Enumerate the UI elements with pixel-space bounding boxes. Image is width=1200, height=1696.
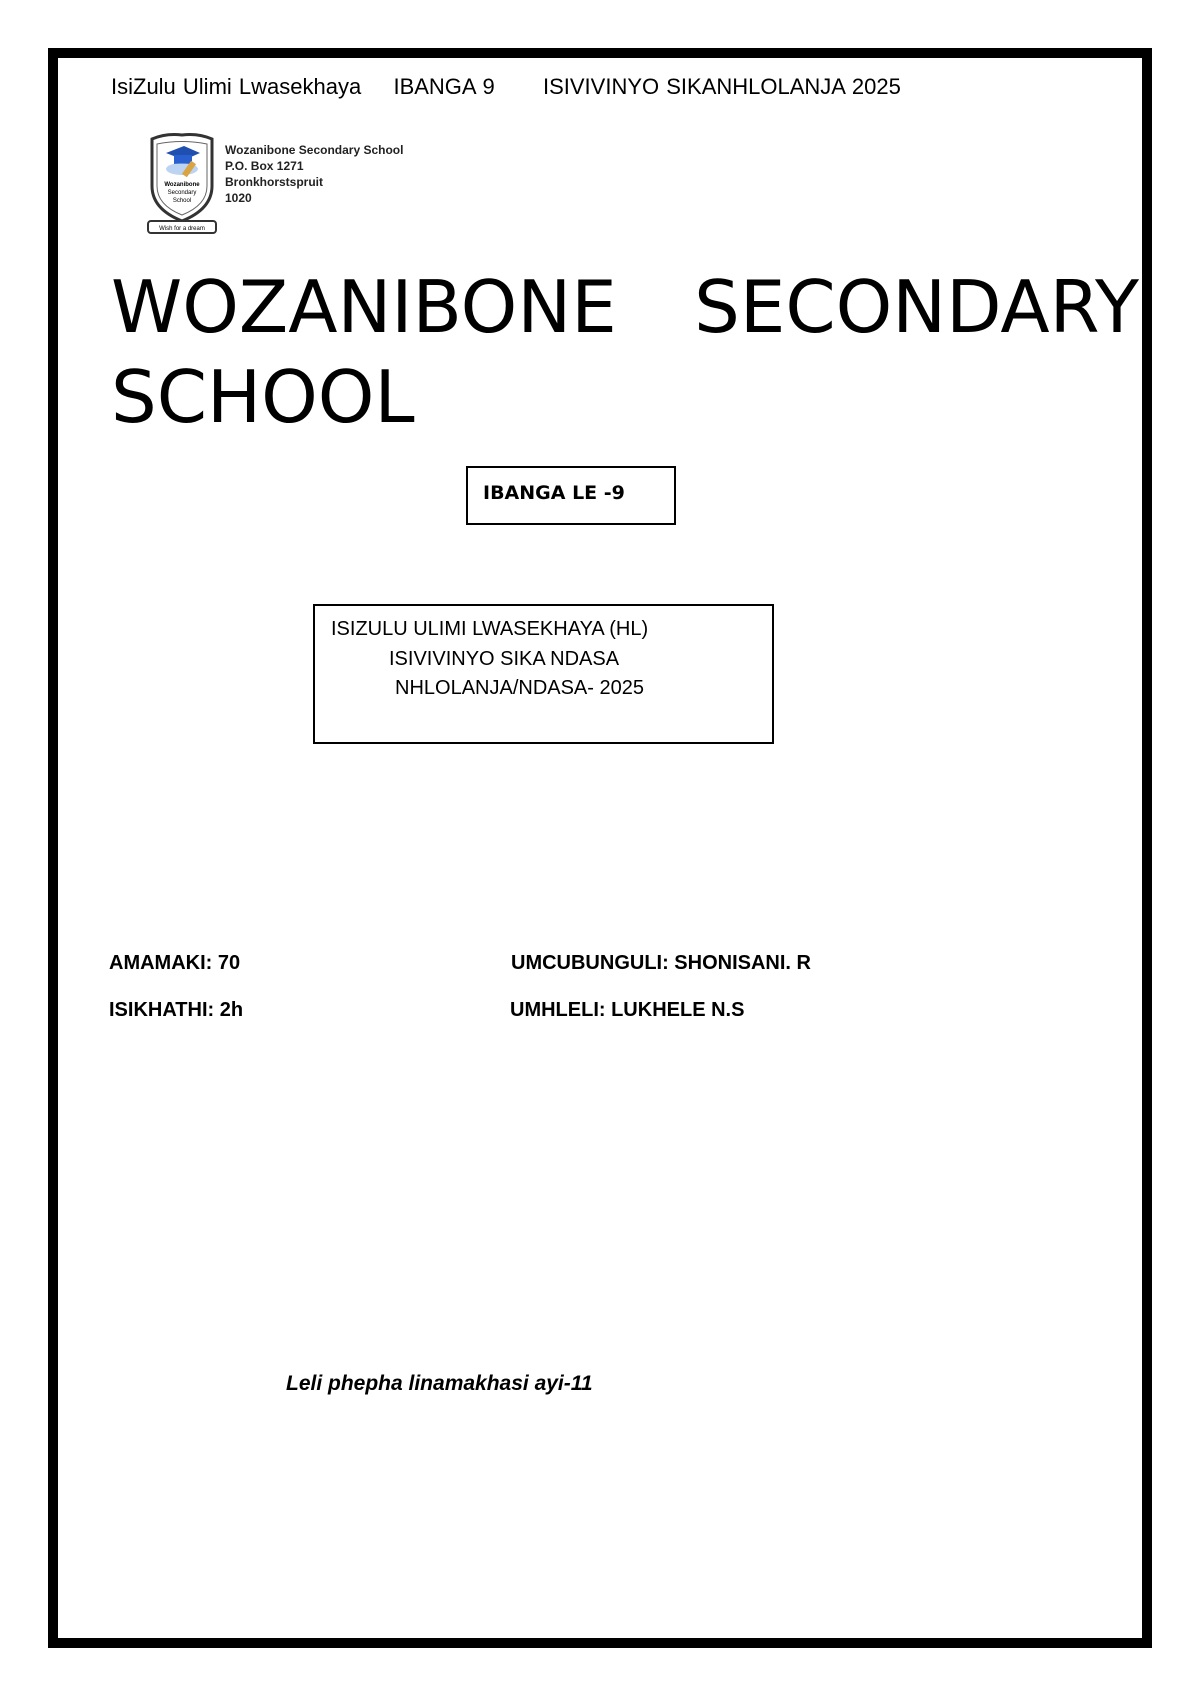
page-count-note: Leli phepha linamakhasi ayi-11 bbox=[286, 1372, 593, 1395]
header-grade: IBANGA 9 bbox=[393, 74, 495, 99]
header-exam: ISIVIVINYO SIKANHLOLANJA 2025 bbox=[542, 74, 901, 99]
header-subject: IsiZulu Ulimi Lwasekhaya bbox=[111, 74, 362, 99]
svg-text:Wozanibone: Wozanibone bbox=[164, 182, 200, 188]
grade-box: IBANGA LE -9 bbox=[466, 466, 676, 525]
svg-text:Wish for a dream: Wish for a dream bbox=[159, 226, 205, 232]
school-crest-logo bbox=[146, 131, 218, 235]
svg-text:School: School bbox=[172, 198, 192, 204]
school-address: Wozanibone Secondary School P.O. Box 1271 Bronkhorstspruit 1020 bbox=[225, 143, 404, 205]
svg-text:Secondary: Secondary bbox=[167, 190, 197, 196]
moderator: UMHLELI: LUKHELE N.S bbox=[510, 999, 745, 1021]
examiner: UMCUBUNGULI: SHONISANI. R bbox=[511, 952, 811, 974]
school-title: WOZANIBONE SECONDARY SCHOOL bbox=[111, 265, 1139, 439]
running-header bbox=[111, 74, 901, 100]
subject-box: ISIZULU ULIMI LWASEKHAYA (HL) ISIVIVINYO SIKA NDASA NHLOLANJA/NDASA- 2025 bbox=[313, 604, 774, 744]
time: ISIKHATHI: 2h bbox=[109, 999, 244, 1021]
marks: AMAMAKI: 70 bbox=[109, 952, 241, 974]
